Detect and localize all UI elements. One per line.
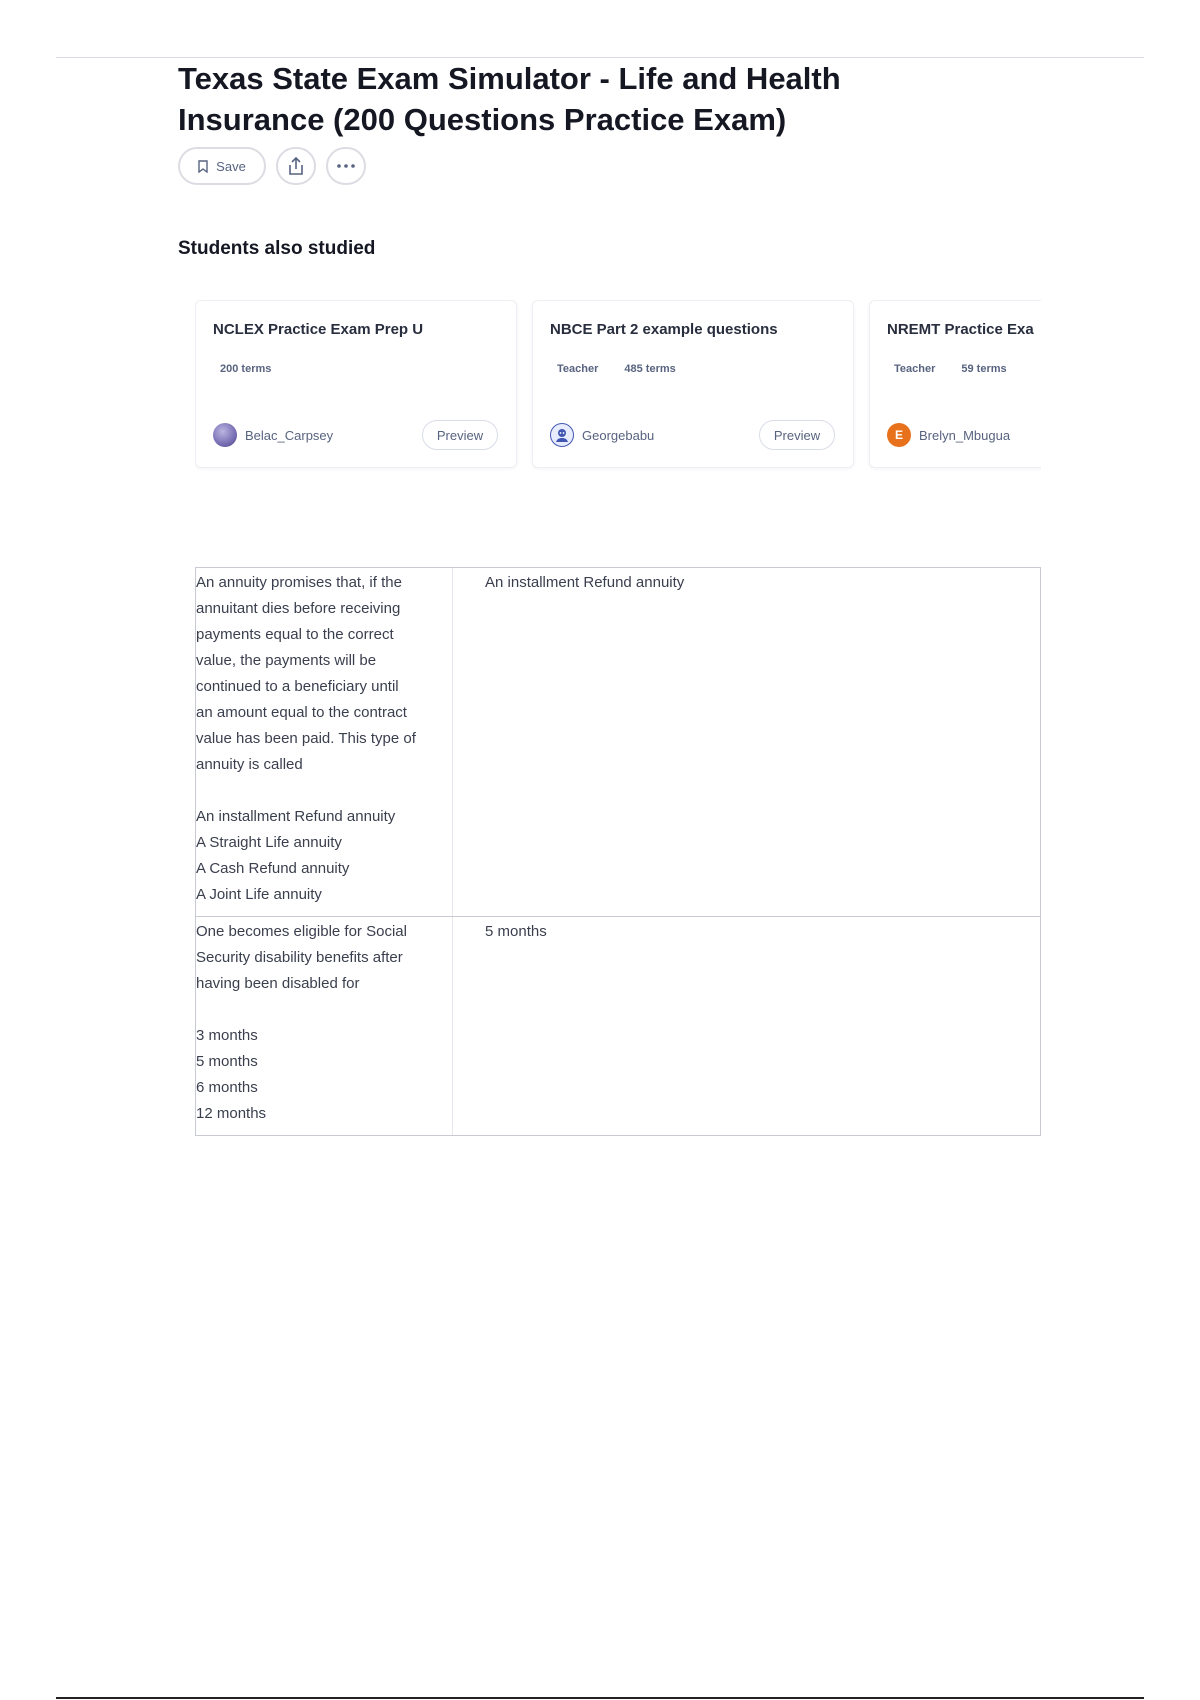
card-title: NBCE Part 2 example questions [550,321,778,338]
author-name: Belac_Carpsey [245,427,334,443]
share-button[interactable] [276,147,316,185]
teacher-badge: Teacher [557,363,599,375]
terms-table [195,567,1041,1136]
card-title: NREMT Practice Exa [887,321,1034,338]
study-set-card[interactable] [195,300,517,468]
card-author [213,423,333,447]
card-meta [220,363,271,375]
author-name: Brelyn_Mbugua [919,427,1011,443]
students-also-studied-heading: Students also studied [178,238,376,259]
terms-count: 59 terms [961,363,1007,375]
term-answer: 5 months [485,923,547,940]
card-author [550,423,654,447]
card-meta [557,363,676,375]
avatar: E [887,423,911,447]
user-avatar-icon [554,427,570,443]
term-answer: An installment Refund annuity [485,574,685,591]
card-meta [894,363,1007,375]
share-icon [287,156,305,176]
study-set-card[interactable] [869,300,1041,468]
card-author [887,423,1010,447]
teacher-badge: Teacher [894,363,936,375]
avatar [213,423,237,447]
terms-count: 485 terms [624,363,676,375]
avatar [550,423,574,447]
study-set-card[interactable] [532,300,854,468]
more-icon [336,163,356,169]
term-question: An annuity promises that, if the annuitant dies before receiving payments equal to the correct value, the payments will be continued to a beneficiary until an amount equal to the contract value has been paid. This type of annuity is called An installment Refund annuity A Straight Life annuity A Cash Refund annuity A Joint Life annuity [196,568,453,916]
preview-button[interactable]: Preview [759,420,835,450]
table-row [196,568,1040,917]
term-question: One becomes eligible for Social Security disability benefits after having been disabled for 3 months 5 months 6 months 12 months [196,917,453,1135]
study-set-carousel [195,300,1041,472]
bookmark-icon [198,160,208,173]
save-label: Save [216,158,246,174]
save-button[interactable] [178,147,266,185]
more-options-button[interactable] [326,147,366,185]
page-title: Texas State Exam Simulator - Life and Health Insurance (200 Questions Practice Exam) [178,61,841,137]
preview-button[interactable]: Preview [422,420,498,450]
table-row [196,917,1040,1135]
author-name: Georgebabu [582,427,655,443]
card-title: NCLEX Practice Exam Prep U [213,321,424,338]
bottom-divider [56,1697,1144,1699]
action-bar [178,147,366,185]
terms-count: 200 terms [220,363,272,375]
